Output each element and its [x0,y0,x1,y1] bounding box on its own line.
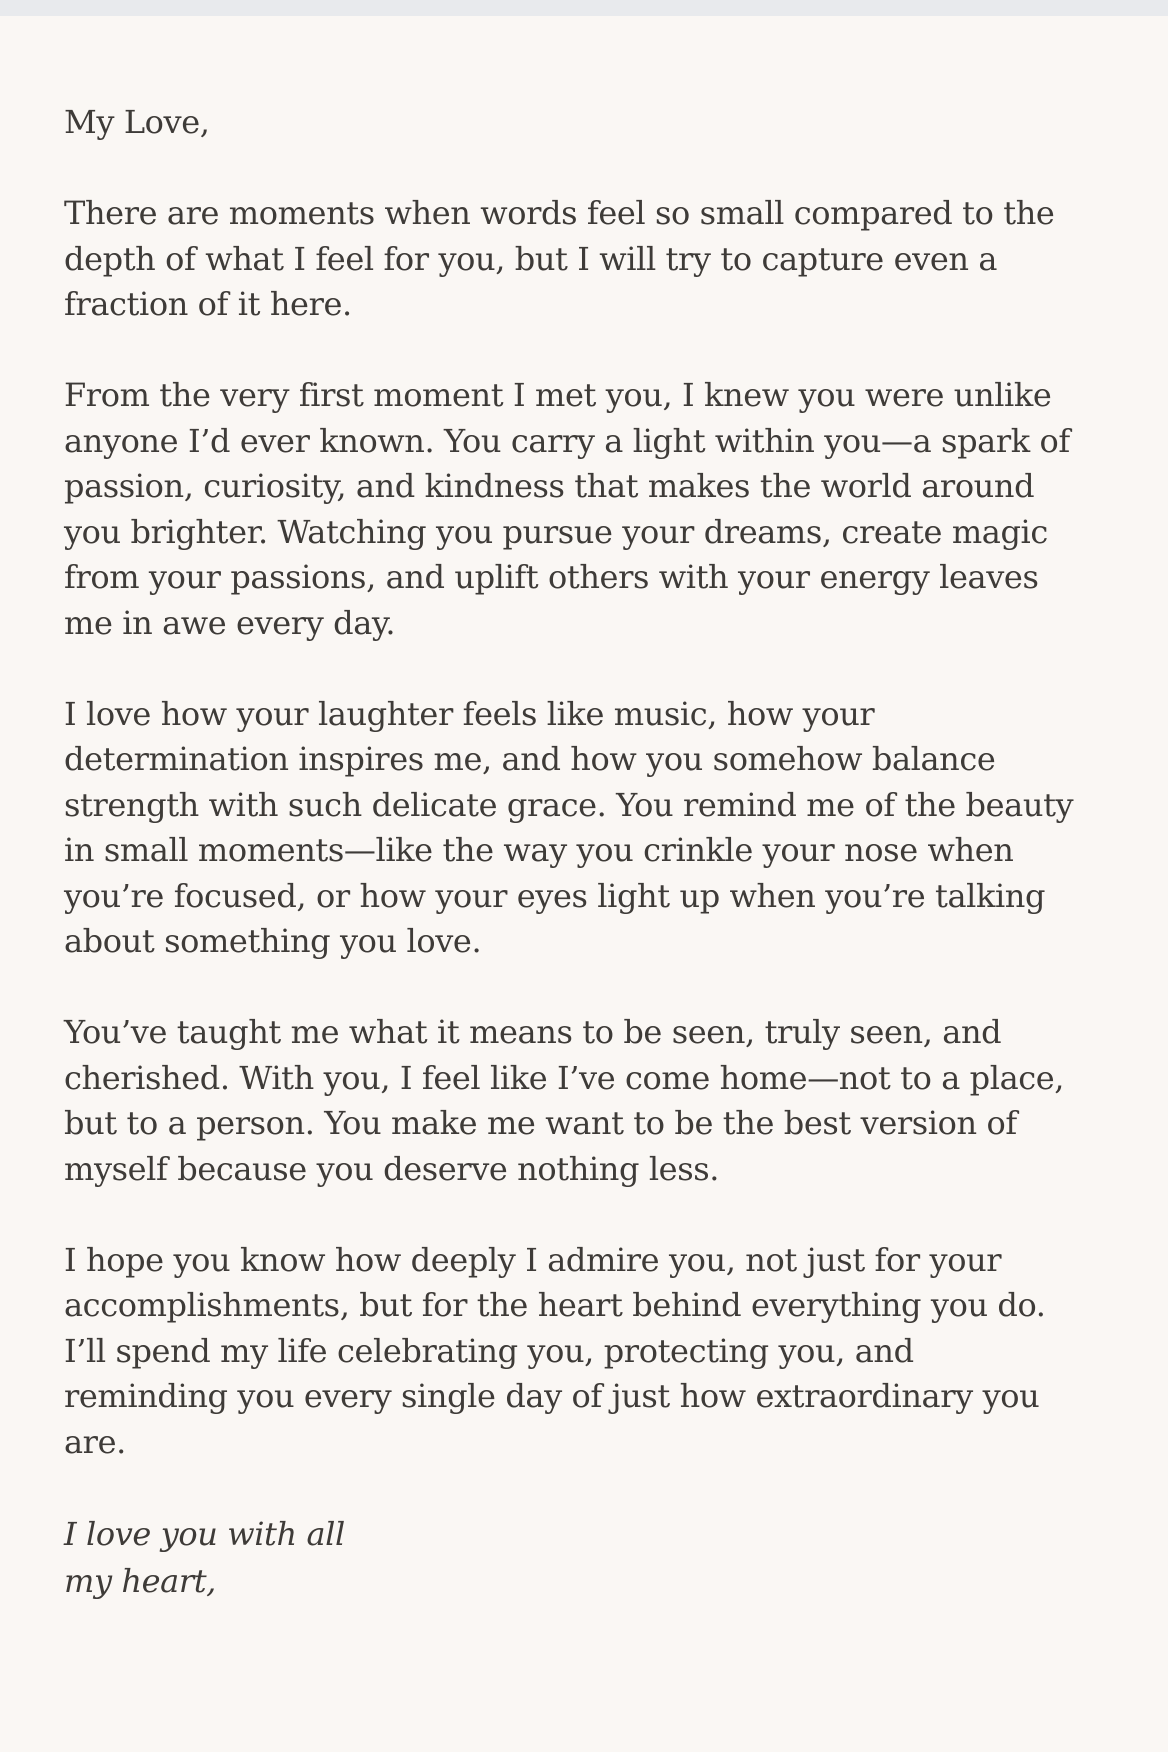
letter-paragraph-4: You’ve taught me what it means to be seen, truly seen, and cherished. With you, I feel like I’ve come home—not to a place, but to a person. You make me want to be the best version of myself because you deserve nothing less. [64,1013,1065,1188]
closing-line-2: my heart, [64,1561,216,1600]
letter-page [0,16,1168,1752]
top-strip [0,0,1168,16]
letter-greeting: My Love, [64,103,210,141]
letter-paragraph-3: I love how your laughter feels like music, how your determination inspires me, and how you somehow balance strength with such delicate grace. You remind me of the beauty in small moments—like the way you crinkle your nose when you’re focused, or how your eyes light up when you’re talking about something you love. [64,694,1074,960]
closing-line-1: I love you with all [64,1514,345,1553]
letter-body [64,100,1084,1605]
letter-paragraph-2: From the very first moment I met you, I knew you were unlike anyone I’d ever known. You carry a light within you—a spark of passion, curiosity, and kindness that makes the world around you brighter. Watching you pursue your dreams, create magic from your passions, and uplift others with your energy leaves me in awe every day. [64,376,1070,642]
letter-paragraph-1: There are moments when words feel so small compared to the depth of what I feel for you, but I will try to capture even a fraction of it here. [64,194,1055,323]
letter-closing [64,1511,1084,1605]
letter-paragraph-5: I hope you know how deeply I admire you, not just for your accomplishments, but for the heart behind everything you do. I’ll spend my life celebrating you, protecting you, and reminding you every single day of just how extraordinary you are. [64,1240,1046,1461]
